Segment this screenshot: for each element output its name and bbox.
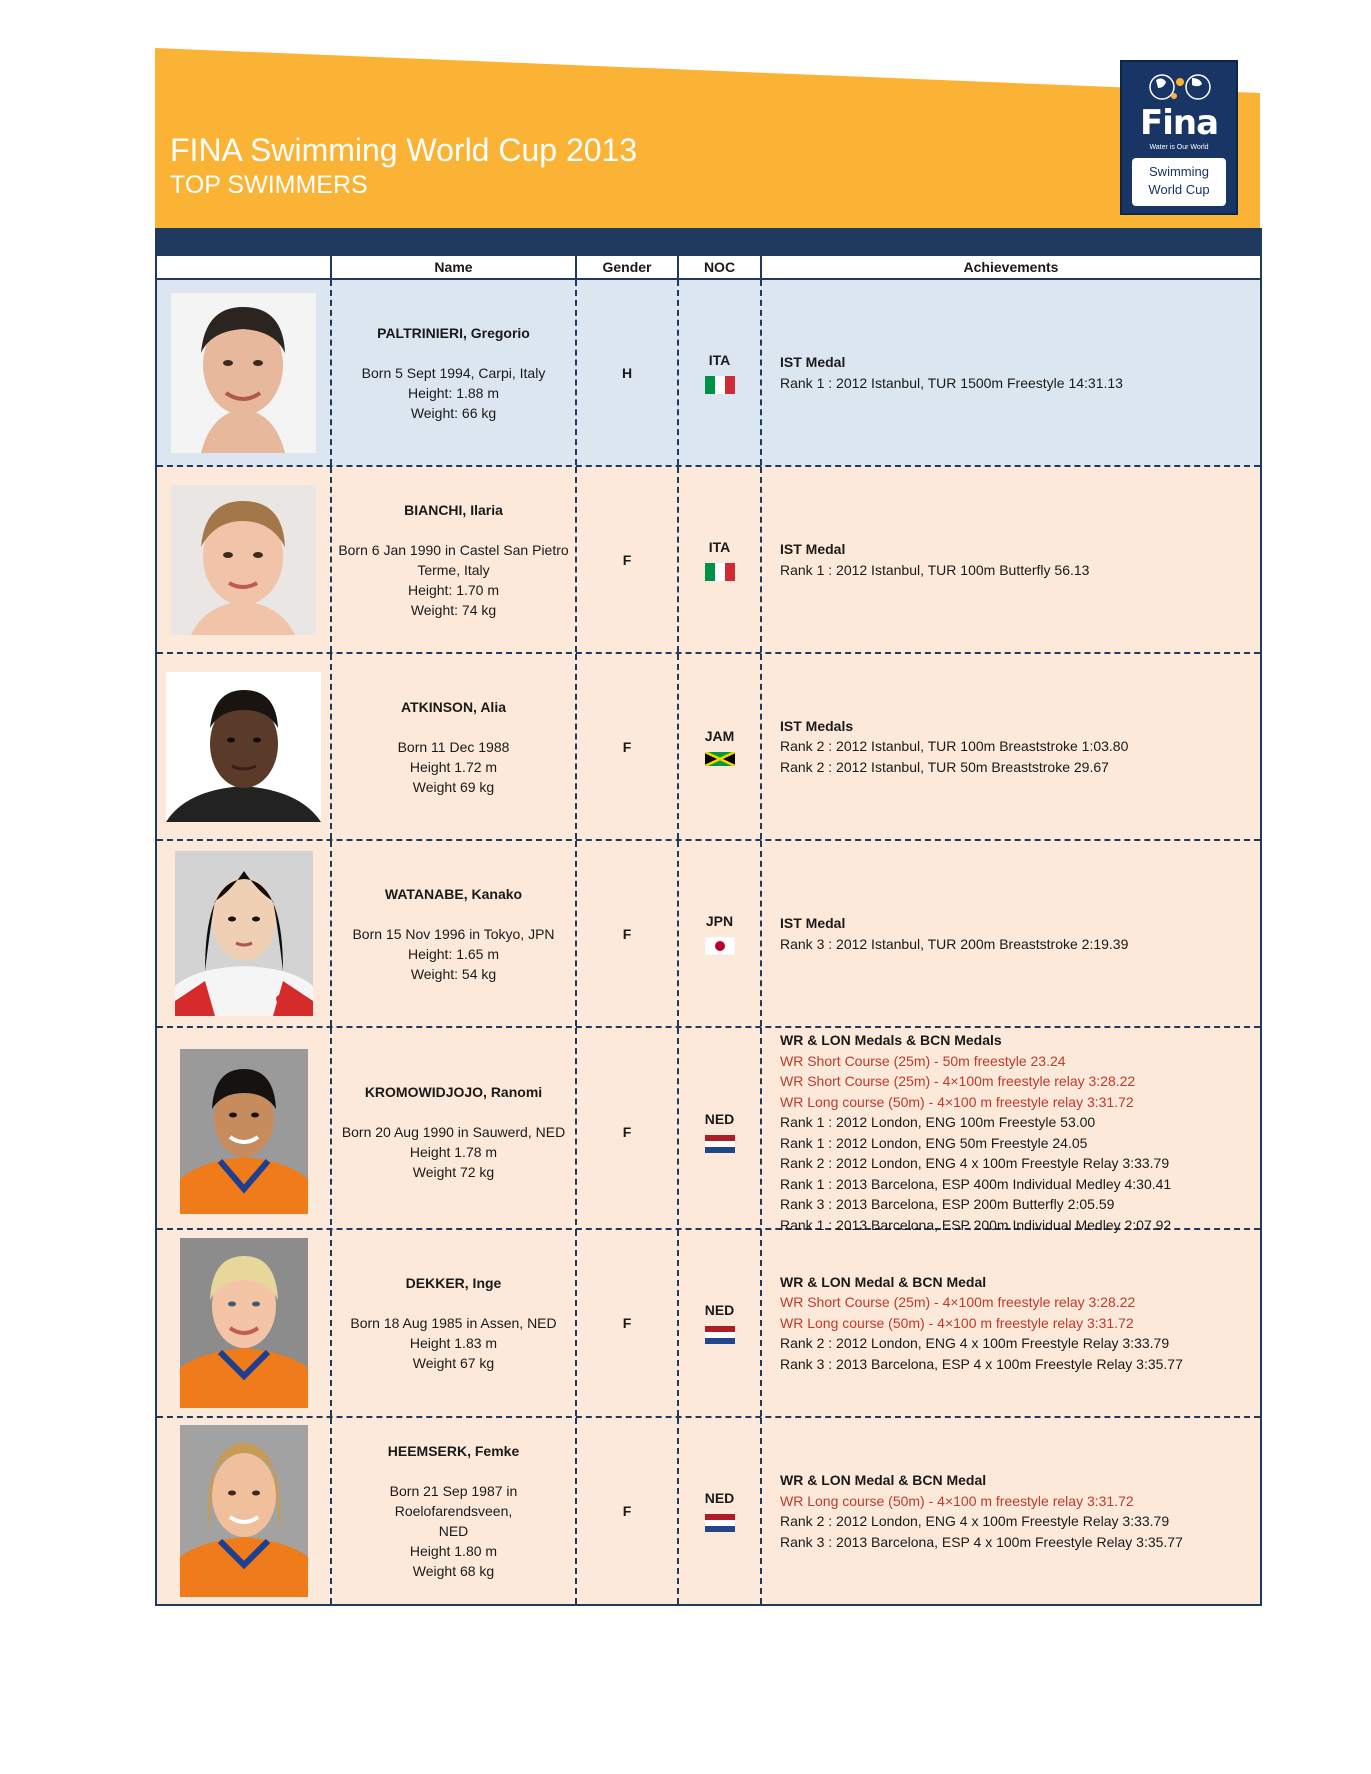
netherlands-flag-icon (705, 1135, 735, 1153)
detail-line: Born 15 Nov 1996 in Tokyo, JPN (352, 925, 555, 942)
noc-code: NED (704, 1110, 735, 1127)
swimmer-photo (171, 293, 316, 453)
achievement-line: Rank 1 : 2013 Barcelona, ESP 400m Individual Medley 4:30.41 (780, 1175, 1172, 1192)
netherlands-flag-icon (705, 1514, 735, 1532)
detail-line: Height 1.83 m (409, 1335, 498, 1351)
detail-line: Born 11 Dec 1988 (397, 738, 510, 755)
gender-cell: F (575, 841, 677, 1026)
noc-code: JAM (704, 727, 735, 744)
detail-line: Height 1.80 m (409, 1543, 498, 1559)
swimmer-photo (180, 1425, 308, 1597)
globe-icon (1148, 70, 1212, 104)
table-row (157, 1418, 1260, 1604)
gender-cell: F (575, 1230, 677, 1416)
achievement-line: Rank 3 : 2012 Istanbul, TUR 200m Breaststroke 2:19.39 (780, 935, 1129, 952)
noc-code: NED (704, 1302, 735, 1318)
detail-line: Weight: 74 kg (410, 601, 497, 618)
table-row (157, 841, 1260, 1028)
detail-line: Height 1.78 m (409, 1143, 498, 1160)
achievement-line: Rank 1 : 2012 Istanbul, TUR 100m Butterfly 56.13 (780, 561, 1090, 578)
achievements-title: IST Medal (780, 541, 846, 557)
achievements-title: WR & LON Medals & BCN Medals (780, 1032, 1002, 1048)
page-title: FINA Swimming World Cup 2013 (170, 132, 638, 168)
achievements-cell (760, 1028, 1260, 1235)
achievement-line: Rank 3 : 2013 Barcelona, ESP 4 x 100m Freestyle Relay 3:35.77 (780, 1533, 1183, 1550)
logo-event-line2: World Cup (1148, 182, 1210, 197)
noc-cell (677, 1230, 760, 1416)
fina-logo (1120, 60, 1238, 215)
gender-cell: F (575, 1028, 677, 1235)
detail-line: Height: 1.88 m (407, 384, 500, 401)
page-subtitle: TOP SWIMMERS (170, 171, 368, 199)
photo-cell (157, 280, 330, 465)
achievements-cell (760, 654, 1260, 839)
swimmers-table (155, 256, 1262, 1606)
achievements-cell (760, 280, 1260, 465)
detail-line: Weight 72 kg (412, 1163, 495, 1180)
name-cell (330, 1028, 575, 1235)
name-cell (330, 654, 575, 839)
name-cell (330, 280, 575, 465)
achievements-title: WR & LON Medal & BCN Medal (780, 1472, 987, 1488)
swimmer-name: WATANABE, Kanako (384, 885, 523, 902)
noc-cell (677, 1028, 760, 1235)
photo-cell (157, 654, 330, 839)
swimmer-name: PALTRINIERI, Gregorio (377, 324, 530, 341)
swimmer-name: ATKINSON, Alia (400, 698, 506, 715)
logo-brand: Fina (1139, 103, 1219, 143)
swimmer-photo (171, 485, 316, 635)
achievement-line: WR Long course (50m) - 4×100 m freestyle relay 3:31.72 (780, 1492, 1134, 1509)
detail-line: NED (438, 1523, 469, 1539)
achievement-line: Rank 1 : 2012 London, ENG 50m Freestyle 24.05 (780, 1134, 1088, 1151)
noc-code: ITA (708, 351, 731, 368)
detail-line: Born 5 Sept 1994, Carpi, Italy (361, 364, 546, 381)
photo-cell (157, 1418, 330, 1604)
logo-event-box (1132, 158, 1226, 206)
achievement-line: WR Long course (50m) - 4×100 m freestyle relay 3:31.72 (780, 1314, 1134, 1331)
achievements-cell (760, 467, 1260, 652)
noc-code: NED (704, 1490, 735, 1506)
achievements-title: IST Medals (780, 717, 854, 734)
table-row (157, 1230, 1260, 1418)
achievements-cell (760, 1230, 1260, 1416)
col-gender: Gender (575, 256, 677, 278)
jamaica-flag-icon (705, 752, 735, 766)
achievement-line: WR Short Course (25m) - 50m freestyle 23.24 (780, 1052, 1066, 1069)
swimmer-name: HEEMSERK, Femke (387, 1443, 520, 1459)
detail-line: Born 6 Jan 1990 in Castel San Pietro (338, 541, 569, 558)
italy-flag-icon (705, 376, 735, 394)
table-row (157, 467, 1260, 654)
name-cell (330, 467, 575, 652)
noc-cell (677, 841, 760, 1026)
detail-line: Height: 1.70 m (407, 581, 500, 598)
noc-code: ITA (708, 538, 731, 555)
japan-flag-icon (705, 937, 735, 955)
gender-cell: H (575, 280, 677, 465)
achievements-title: IST Medal (780, 354, 846, 370)
achievements-cell (760, 841, 1260, 1026)
col-achievements: Achievements (760, 256, 1260, 278)
detail-line: Height 1.72 m (409, 758, 498, 775)
achievement-line: Rank 2 : 2012 London, ENG 4 x 100m Freestyle Relay 3:33.79 (780, 1513, 1170, 1529)
photo-cell (157, 841, 330, 1026)
achievement-line: Rank 1 : 2013 Barcelona, ESP 200m Individual Medley 2:07.92 (780, 1216, 1172, 1233)
achievement-line: Rank 2 : 2012 Istanbul, TUR 50m Breaststroke 29.67 (780, 758, 1109, 775)
table-row (157, 654, 1260, 841)
col-name: Name (330, 256, 575, 278)
detail-line: Terme, Italy (417, 561, 490, 578)
achievement-line: Rank 2 : 2012 Istanbul, TUR 100m Breaststroke 1:03.80 (780, 738, 1129, 755)
detail-line: Weight 69 kg (412, 778, 495, 795)
logo-event-line1: Swimming (1149, 164, 1209, 179)
achievements-title: WR & LON Medal & BCN Medal (780, 1273, 987, 1290)
logo-tagline: Water is Our World (1149, 144, 1209, 151)
table-header (157, 256, 1260, 280)
noc-cell (677, 280, 760, 465)
swimmer-photo (166, 672, 321, 822)
achievements-title: IST Medal (780, 915, 846, 931)
swimmer-name: KROMOWIDJOJO, Ranomi (364, 1083, 543, 1100)
noc-cell (677, 654, 760, 839)
photo-cell (157, 1230, 330, 1416)
detail-line: Born 18 Aug 1985 in Assen, NED (350, 1315, 557, 1331)
achievement-line: WR Short Course (25m) - 4×100m freestyle relay 3:28.22 (780, 1294, 1136, 1311)
netherlands-flag-icon (705, 1326, 735, 1344)
name-cell (330, 841, 575, 1026)
detail-line: Born 21 Sep 1987 in Roelofarendsveen, (389, 1483, 518, 1519)
achievement-line: Rank 2 : 2012 London, ENG 4 x 100m Freestyle Relay 3:33.79 (780, 1155, 1170, 1171)
table-top-bar (155, 228, 1262, 256)
name-cell (330, 1230, 575, 1416)
achievement-line: Rank 3 : 2013 Barcelona, ESP 200m Butterfly 2:05.59 (780, 1196, 1115, 1212)
achievement-line: Rank 1 : 2012 London, ENG 100m Freestyle 53.00 (780, 1114, 1096, 1130)
achievement-line: WR Long course (50m) - 4×100 m freestyle relay 3:31.72 (780, 1093, 1134, 1110)
detail-line: Weight 68 kg (412, 1563, 495, 1579)
detail-line: Born 20 Aug 1990 in Sauwerd, NED (341, 1123, 566, 1140)
photo-cell (157, 1028, 330, 1235)
noc-cell (677, 1418, 760, 1604)
achievement-line: Rank 3 : 2013 Barcelona, ESP 4 x 100m Freestyle Relay 3:35.77 (780, 1355, 1183, 1372)
achievement-line: Rank 1 : 2012 Istanbul, TUR 1500m Freestyle 14:31.13 (780, 374, 1123, 391)
detail-line: Height: 1.65 m (407, 945, 500, 962)
gender-cell: F (575, 654, 677, 839)
detail-line: Weight: 54 kg (410, 965, 497, 982)
noc-code: JPN (705, 912, 734, 929)
swimmer-photo (180, 1238, 308, 1408)
col-noc: NOC (677, 256, 760, 278)
name-cell (330, 1418, 575, 1604)
gender-cell: F (575, 467, 677, 652)
achievements-cell (760, 1418, 1260, 1604)
swimmer-name: DEKKER, Inge (405, 1275, 502, 1291)
swimmer-photo (175, 851, 313, 1016)
photo-cell (157, 467, 330, 652)
noc-cell (677, 467, 760, 652)
table-row (157, 1028, 1260, 1233)
detail-line: Weight 67 kg (412, 1355, 495, 1371)
swimmer-photo (180, 1049, 308, 1214)
italy-flag-icon (705, 563, 735, 581)
col-photo (157, 256, 330, 278)
achievement-line: Rank 2 : 2012 London, ENG 4 x 100m Freestyle Relay 3:33.79 (780, 1335, 1170, 1352)
gender-cell: F (575, 1418, 677, 1604)
detail-line: Weight: 66 kg (410, 404, 497, 421)
achievement-line: WR Short Course (25m) - 4×100m freestyle relay 3:28.22 (780, 1073, 1136, 1089)
swimmer-name: BIANCHI, Ilaria (404, 501, 503, 518)
table-row (157, 280, 1260, 467)
